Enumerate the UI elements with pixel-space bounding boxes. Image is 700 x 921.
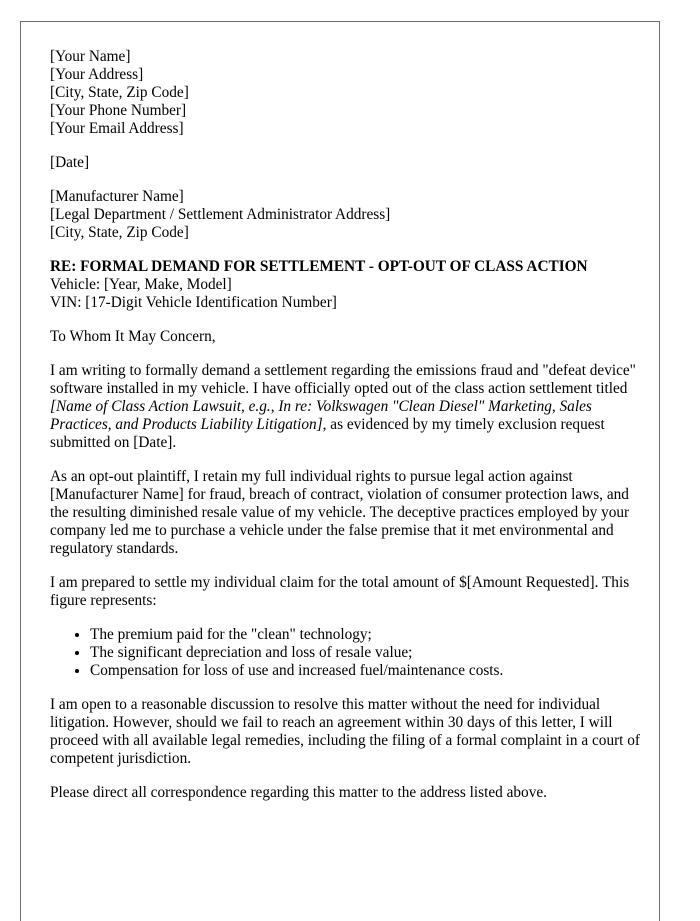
sender-address: [Your Address] bbox=[50, 66, 144, 83]
list-item: • Compensation for loss of use and increased fuel/maintenance costs. bbox=[90, 662, 640, 680]
letter-body bbox=[50, 48, 640, 818]
sender-block bbox=[50, 48, 640, 138]
list-item: • The significant depreciation and loss of resale value; bbox=[90, 644, 640, 662]
paragraph-opt-out-tail: , as evidenced by my timely exclusion request submitted on [Date]. bbox=[50, 416, 605, 451]
list-item: • The premium paid for the "clean" technology; bbox=[90, 626, 640, 644]
paragraph-settlement-amount: I am prepared to settle my individual claim for the total amount of $[Amount Requested]. This figure represents: bbox=[50, 574, 630, 609]
vin-line: VIN: [17-Digit Vehicle Identification Number] bbox=[50, 294, 337, 311]
sender-city-state-zip: [City, State, Zip Code] bbox=[50, 84, 189, 101]
letter-page bbox=[20, 21, 660, 921]
paragraph-opt-out bbox=[50, 362, 640, 452]
letter-date: [Date] bbox=[50, 154, 90, 171]
sender-email: [Your Email Address] bbox=[50, 120, 184, 137]
subject-line: RE: FORMAL DEMAND FOR SETTLEMENT - OPT-OUT OF CLASS ACTION bbox=[50, 258, 588, 275]
sender-phone: [Your Phone Number] bbox=[50, 102, 187, 119]
class-action-title: [Name of Class Action Lawsuit, e.g., In re: Volkswagen "Clean Diesel" Marketing, Sales Practices, and Products Liability Litigation] bbox=[50, 398, 592, 433]
recipient-name: [Manufacturer Name] bbox=[50, 188, 184, 205]
recipient-block bbox=[50, 188, 640, 242]
subject-block bbox=[50, 258, 640, 312]
sender-name: [Your Name] bbox=[50, 48, 131, 65]
recipient-city-state-zip: [City, State, Zip Code] bbox=[50, 224, 189, 241]
vehicle-line: Vehicle: [Year, Make, Model] bbox=[50, 276, 232, 293]
paragraph-correspondence: Please direct all correspondence regarding this matter to the address listed above. bbox=[50, 784, 547, 801]
damages-list bbox=[50, 626, 640, 680]
paragraph-rights: As an opt-out plaintiff, I retain my full individual rights to pursue legal action against [Manufacturer Name] for fraud, breach of contract, violation of consumer protection laws, and the resulting diminished resale value of my vehicle. The deceptive practices employed by your company led me to purchase a vehicle under the false premise that it met environmental and regulatory standards. bbox=[50, 468, 630, 557]
recipient-address: [Legal Department / Settlement Administrator Address] bbox=[50, 206, 391, 223]
salutation: To Whom It May Concern, bbox=[50, 328, 216, 345]
paragraph-deadline: I am open to a reasonable discussion to resolve this matter without the need for individual litigation. However, should we fail to reach an agreement within 30 days of this letter, I will proceed with all available legal remedies, including the filing of a formal complaint in a court of competent jurisdiction. bbox=[50, 696, 640, 767]
date-block bbox=[50, 154, 640, 172]
paragraph-opt-out-text: I am writing to formally demand a settlement regarding the emissions fraud and "defeat device" software installed in my vehicle. I have officially opted out of the class action settlement titled bbox=[50, 362, 636, 397]
